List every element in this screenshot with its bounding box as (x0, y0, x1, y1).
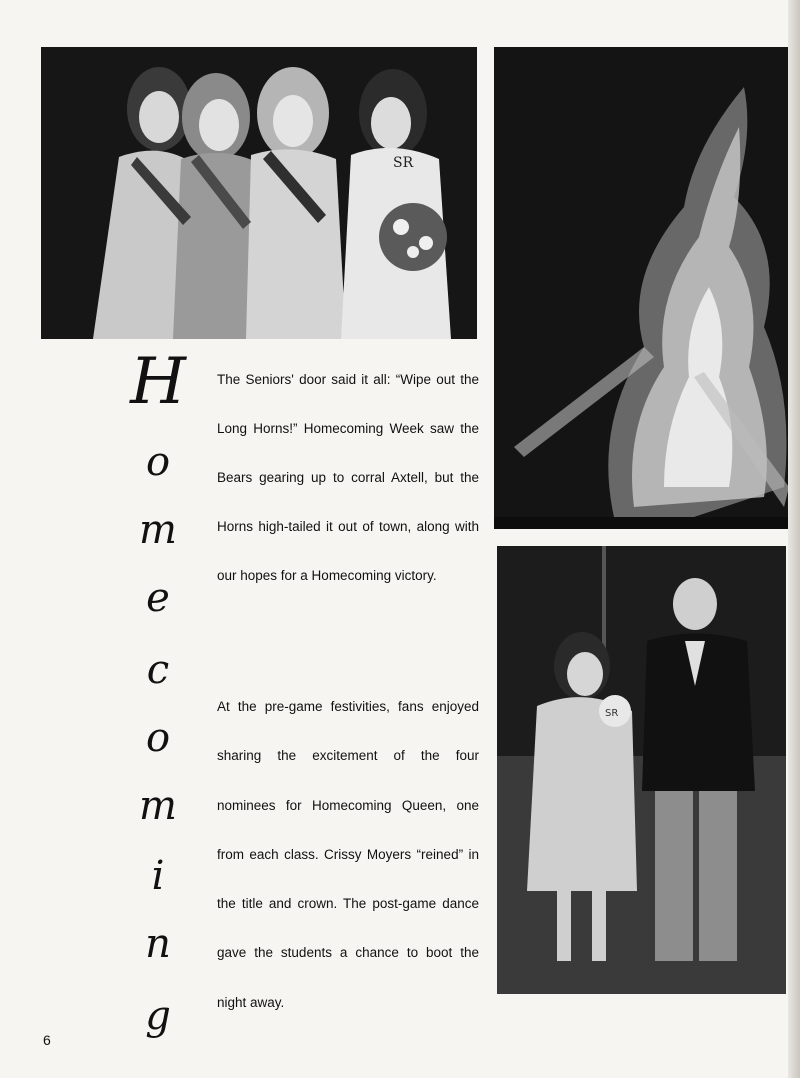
title-letter: g (145, 993, 171, 1039)
escort-image (497, 546, 786, 994)
page-number: 6 (43, 1032, 51, 1048)
sash-label: SR (393, 155, 414, 171)
page-edge-shadow (788, 0, 800, 1078)
title-letter: m (139, 783, 177, 829)
bonfire-image (494, 47, 790, 529)
title-letter: o (145, 439, 171, 485)
title-letter: i (151, 853, 165, 899)
title-letter: m (139, 507, 177, 553)
title-letter: c (146, 647, 170, 693)
sash-label: SR (605, 708, 619, 719)
photo-homecoming-nominees (41, 47, 477, 339)
title-letter: o (145, 715, 171, 761)
photo-queen-escort (497, 546, 786, 994)
body-paragraph-2: At the pre-game festivities, fans enjoyed sharing the excitement of the four nominees for Homecoming Queen, one from each class. Crissy Moyers “reined” in the title and crown. The post-game dance gave the students a chance to boot the night away. (217, 699, 479, 1010)
title-letter: e (146, 575, 170, 621)
title-letter: H (130, 345, 186, 419)
title-letter: n (145, 921, 171, 967)
nominees-image (41, 47, 477, 339)
photo-bonfire (494, 47, 790, 529)
body-paragraph-1: The Seniors' door said it all: “Wipe out the Long Horns!” Homecoming Week saw the Bears gearing up to corral Axtell, but the Horns high-tailed it out of town, along with our hopes for a Homecoming victory. (217, 372, 479, 583)
